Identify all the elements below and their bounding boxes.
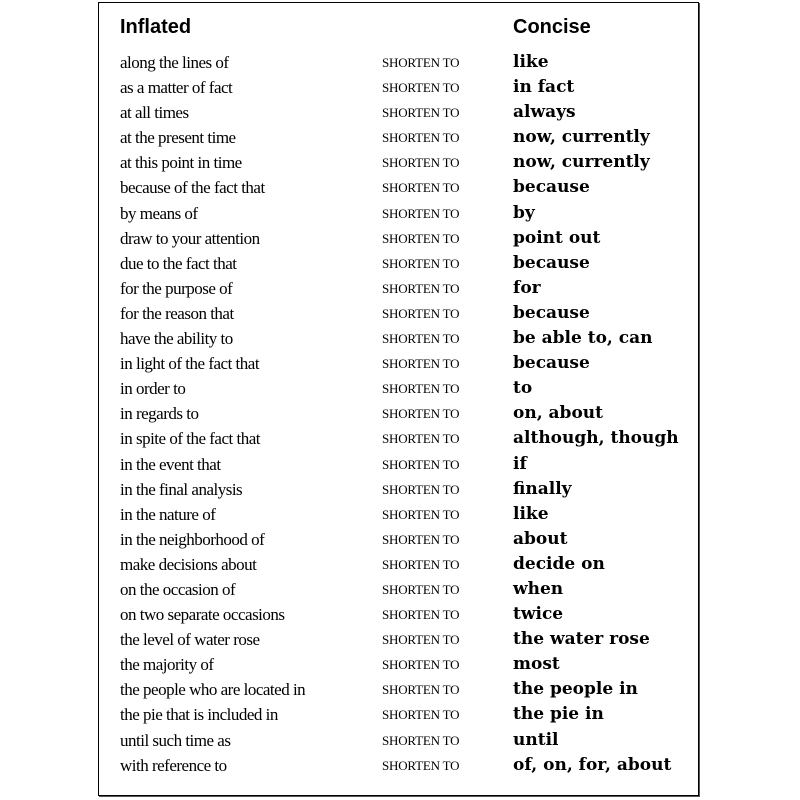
shorten-to-label: SHORTEN TO	[382, 180, 460, 196]
table-row	[99, 401, 698, 426]
table-row	[99, 251, 698, 276]
table-row	[99, 276, 698, 301]
inflated-phrase: for the purpose of	[120, 278, 233, 298]
inflated-phrase: along the lines of	[120, 53, 229, 72]
shorten-to-label: SHORTEN TO	[382, 55, 460, 70]
concise-phrase: if	[513, 453, 527, 474]
shorten-to-label: SHORTEN TO	[382, 732, 460, 748]
concise-phrase: of, on, for, about	[513, 754, 672, 775]
shorten-to-label: SHORTEN TO	[382, 205, 460, 221]
table-row	[99, 753, 698, 778]
table-row	[99, 376, 698, 401]
inflated-phrase: because of the fact that	[120, 178, 265, 198]
inflated-phrase: due to the fact that	[120, 253, 237, 273]
concise-phrase: until	[513, 729, 559, 750]
shorten-to-label: SHORTEN TO	[382, 356, 460, 372]
table-row	[99, 627, 698, 652]
table-row	[99, 75, 698, 100]
concise-phrase: the pie in	[513, 704, 604, 725]
concise-phrase: always	[513, 102, 576, 123]
concise-phrase: decide on	[513, 553, 605, 574]
shorten-to-label: SHORTEN TO	[382, 406, 460, 422]
table-row	[99, 175, 698, 200]
concise-phrase: because	[513, 177, 590, 198]
concise-phrase: although, though	[513, 428, 679, 449]
inflated-phrase: the people who are located in	[120, 680, 306, 700]
inflated-phrase: have the ability to	[120, 329, 233, 349]
concise-phrase: because	[513, 302, 590, 323]
shorten-to-label: SHORTEN TO	[382, 757, 460, 773]
table-row	[99, 477, 698, 502]
concise-phrase: be able to, can	[513, 328, 653, 349]
table-row	[99, 602, 698, 627]
table-row	[99, 677, 698, 702]
shorten-to-label: SHORTEN TO	[382, 305, 460, 321]
shorten-to-label: SHORTEN TO	[382, 105, 460, 121]
table-header	[99, 16, 698, 44]
inflated-phrase: in the final analysis	[120, 479, 243, 499]
shorten-to-label: SHORTEN TO	[382, 531, 460, 547]
concise-phrase: because	[513, 252, 590, 273]
table-row	[99, 702, 698, 727]
concise-phrase: now, currently	[513, 127, 650, 148]
concise-column-header: Concise	[513, 16, 591, 38]
inflated-phrase: on two separate occasions	[120, 605, 285, 625]
shorten-to-label: SHORTEN TO	[382, 506, 460, 522]
table-row	[99, 100, 698, 125]
shorten-to-label: SHORTEN TO	[382, 581, 460, 597]
inflated-phrase: the majority of	[120, 655, 214, 675]
inflated-phrase: in order to	[120, 379, 186, 399]
shorten-to-label: SHORTEN TO	[382, 456, 460, 472]
inflated-phrase: draw to your attention	[120, 228, 260, 248]
phrase-table-card	[98, 2, 699, 796]
concise-phrase: twice	[513, 604, 564, 625]
inflated-phrase: at the present time	[120, 128, 236, 148]
concise-phrase: finally	[513, 478, 572, 499]
inflated-phrase: on the occasion of	[120, 579, 236, 599]
shorten-to-label: SHORTEN TO	[382, 682, 460, 698]
concise-phrase: in fact	[513, 77, 575, 98]
concise-phrase: now, currently	[513, 152, 650, 173]
table-row	[99, 226, 698, 251]
concise-phrase: for	[513, 277, 541, 298]
inflated-phrase: in spite of the fact that	[120, 429, 260, 449]
shorten-to-label: SHORTEN TO	[382, 331, 460, 347]
table-row	[99, 527, 698, 552]
concise-phrase: like	[513, 503, 549, 524]
concise-phrase: most	[513, 654, 560, 675]
table-row	[99, 50, 698, 75]
shorten-to-label: SHORTEN TO	[382, 607, 460, 623]
table-row	[99, 125, 698, 150]
table-row	[99, 426, 698, 451]
inflated-phrase: in the nature of	[120, 504, 216, 524]
inflated-phrase: the pie that is included in	[120, 705, 278, 725]
shorten-to-label: SHORTEN TO	[382, 255, 460, 271]
inflated-phrase: in light of the fact that	[120, 354, 260, 374]
concise-phrase: because	[513, 353, 590, 374]
concise-phrase: like	[513, 52, 549, 72]
table-row	[99, 150, 698, 175]
table-row	[99, 351, 698, 376]
shorten-to-label: SHORTEN TO	[382, 556, 460, 572]
table-row	[99, 326, 698, 351]
inflated-phrase: for the reason that	[120, 303, 234, 323]
shorten-to-label: SHORTEN TO	[382, 657, 460, 673]
inflated-phrase: as a matter of fact	[120, 78, 233, 98]
shorten-to-label: SHORTEN TO	[382, 707, 460, 723]
inflated-phrase: with reference to	[120, 755, 227, 775]
phrase-list	[99, 50, 698, 778]
table-row	[99, 577, 698, 602]
inflated-phrase: the level of water rose	[120, 630, 260, 650]
shorten-to-label: SHORTEN TO	[382, 130, 460, 146]
inflated-phrase: in the neighborhood of	[120, 529, 265, 549]
table-row	[99, 502, 698, 527]
inflated-phrase: by means of	[120, 203, 198, 223]
inflated-phrase: make decisions about	[120, 554, 257, 574]
inflated-column-header: Inflated	[120, 16, 192, 38]
concise-phrase: when	[513, 578, 564, 599]
table-row	[99, 728, 698, 753]
concise-phrase: by	[513, 202, 535, 223]
inflated-phrase: at all times	[120, 103, 189, 123]
inflated-phrase: until such time as	[120, 730, 231, 750]
concise-phrase: point out	[513, 227, 601, 248]
concise-phrase: to	[513, 378, 533, 399]
concise-phrase: the people in	[513, 679, 638, 700]
inflated-phrase: in regards to	[120, 404, 199, 424]
table-row	[99, 201, 698, 226]
shorten-to-label: SHORTEN TO	[382, 155, 460, 171]
shorten-to-label: SHORTEN TO	[382, 431, 460, 447]
shorten-to-label: SHORTEN TO	[382, 381, 460, 397]
shorten-to-label: SHORTEN TO	[382, 481, 460, 497]
concise-phrase: about	[513, 528, 568, 549]
table-row	[99, 652, 698, 677]
concise-phrase: the water rose	[513, 629, 650, 650]
table-row	[99, 452, 698, 477]
inflated-phrase: at this point in time	[120, 153, 242, 173]
shorten-to-label: SHORTEN TO	[382, 280, 460, 296]
shorten-to-label: SHORTEN TO	[382, 632, 460, 648]
table-row	[99, 301, 698, 326]
table-row	[99, 552, 698, 577]
concise-phrase: on, about	[513, 403, 603, 424]
shorten-to-label: SHORTEN TO	[382, 230, 460, 246]
inflated-phrase: in the event that	[120, 454, 221, 474]
shorten-to-label: SHORTEN TO	[382, 80, 460, 96]
